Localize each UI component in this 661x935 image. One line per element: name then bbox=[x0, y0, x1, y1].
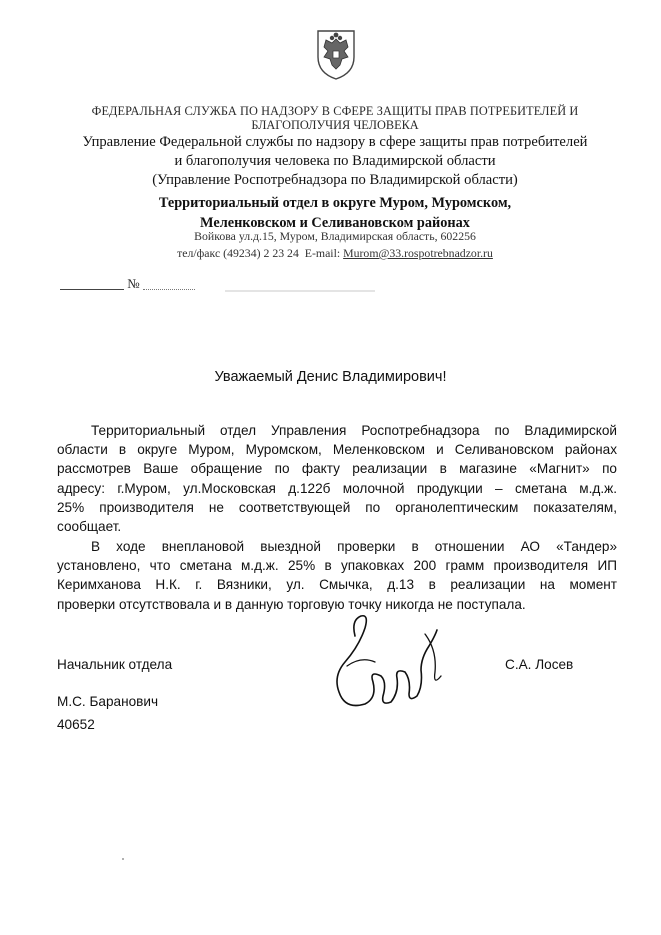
paragraph-1-line: адресу: г.Муром, ул.Московская д.122б молочной продукции – сметана м.д.ж. bbox=[57, 480, 617, 496]
date-blank bbox=[60, 289, 124, 290]
scan-speck bbox=[122, 858, 124, 860]
greeting: Уважаемый Денис Владимирович! bbox=[214, 369, 447, 385]
executor-name: М.С. Баранович bbox=[57, 694, 159, 709]
office-line-1: Территориальный отдел в округе Муром, Муромском, bbox=[158, 195, 512, 211]
signatory-position: Начальник отдела bbox=[57, 657, 173, 672]
paragraph-2-line: В ходе внеплановой выездной проверки в отношении АО «Тандер» bbox=[91, 539, 617, 554]
paragraph-2-line: установлено, что сметана м.д.ж. 25% в упаковках 200 грамм производителя ИП bbox=[57, 558, 617, 574]
department-line-1: Управление Федеральной службы по надзору в сфере защиты прав потребителей bbox=[82, 134, 588, 150]
office-line-2: Меленковском и Селивановском районах bbox=[200, 215, 470, 231]
department-line-3: (Управление Роспотребнадзора по Владимирской области) bbox=[152, 172, 518, 188]
paragraph-1-line: рассмотрев Ваше обращение по факту реализации в магазине «Магнит» по bbox=[57, 461, 617, 477]
office-phone: тел/факс (49234) 2 23 24 bbox=[177, 246, 299, 260]
office-contacts bbox=[40, 245, 630, 261]
paragraph-2-line: Керимханова Н.К. г. Вязники, ул. Смычка, д.13 в реализации на момент bbox=[57, 577, 617, 593]
agency-name-line-2: БЛАГОПОЛУЧИЯ ЧЕЛОВЕКА bbox=[251, 118, 419, 132]
paragraph-1-line: 25% производителя не соответствующей по органолептическим показателям, bbox=[57, 499, 617, 515]
registration-line bbox=[60, 276, 195, 292]
number-sign: № bbox=[127, 276, 140, 291]
scan-smudge bbox=[225, 290, 375, 292]
department-line-2: и благополучия человека по Владимирской области bbox=[174, 153, 496, 169]
body-paragraph-2 bbox=[57, 537, 617, 614]
number-blank bbox=[143, 289, 195, 290]
paragraph-1-line: области в округе Муром, Муромском, Меленковском и Селивановском районах bbox=[57, 442, 617, 458]
body-paragraph-1 bbox=[57, 421, 617, 536]
paragraph-1-line: сообщает. bbox=[57, 519, 122, 535]
agency-name-line-1: ФЕДЕРАЛЬНАЯ СЛУЖБА ПО НАДЗОРУ В СФЕРЕ ЗАЩИТЫ ПРАВ ПОТРЕБИТЕЛЕЙ И bbox=[91, 104, 579, 118]
executor-phone: 40652 bbox=[57, 717, 95, 732]
russian-coat-of-arms-icon bbox=[312, 27, 360, 81]
office-email-link[interactable]: Murom@33.rospotrebnadzor.ru bbox=[343, 246, 493, 260]
office-address: Войкова ул.д.15, Муром, Владимирская область, 602256 bbox=[194, 229, 476, 243]
paragraph-2-line: проверки отсутствовала и в данную торговую точку никогда не поступала. bbox=[57, 596, 526, 612]
paragraph-1-line: Территориальный отдел Управления Роспотребнадзора по Владимирской bbox=[91, 423, 617, 438]
handwritten-signature bbox=[325, 606, 465, 724]
signatory-name: С.А. Лосев bbox=[505, 657, 574, 672]
email-label: E-mail: bbox=[304, 246, 341, 260]
